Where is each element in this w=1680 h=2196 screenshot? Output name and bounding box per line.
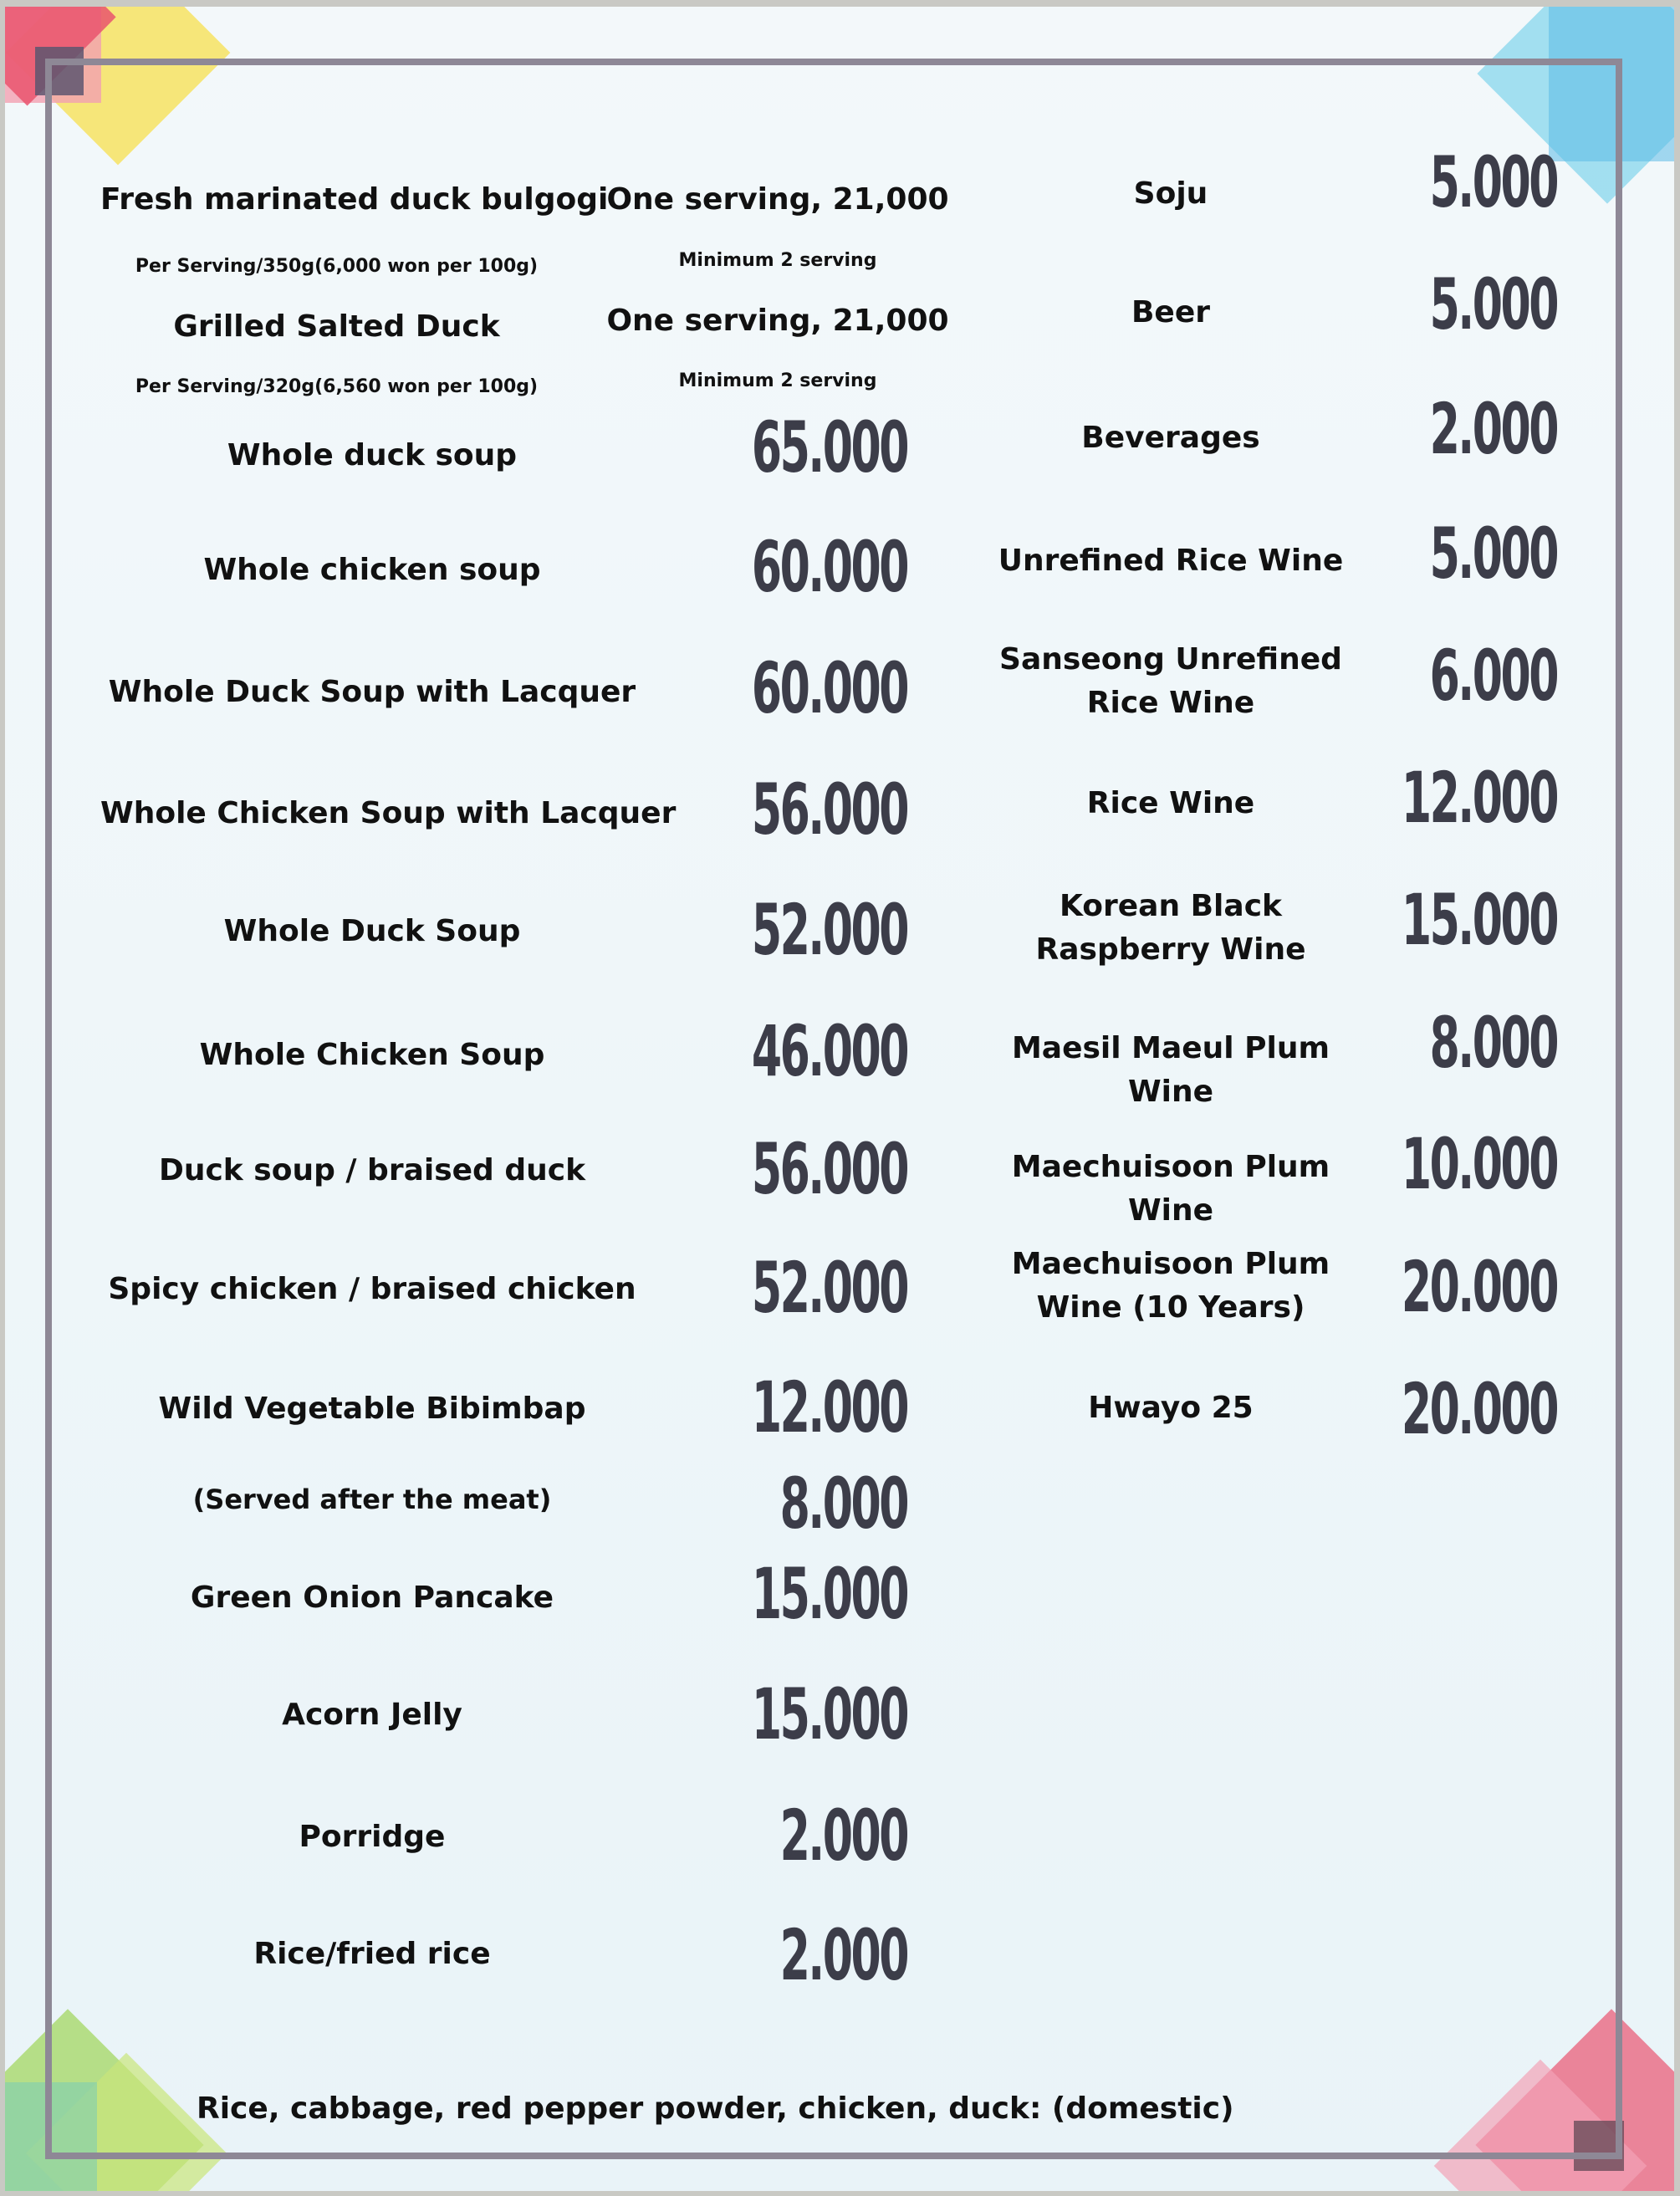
food-item-name: Acorn Jelly [282,1698,462,1732]
food-item-name: Whole Duck Soup with Lacquer [108,675,636,709]
food-item-price: 15.000 [751,1553,907,1635]
drink-item-price: 12.000 [1401,757,1557,839]
food-item-name: Porridge [299,1820,446,1854]
drink-item-price: 6.000 [1429,635,1557,717]
bulgogi-price: One serving, 21,000 [606,182,949,217]
drink-item-name: Sanseong Unrefined Rice Wine [999,642,1342,721]
drink-item-price: 5.000 [1429,263,1557,345]
food-item-name: Whole Chicken Soup with Lacquer [100,796,677,830]
food-item-name: Wild Vegetable Bibimbap [158,1392,586,1426]
food-item-name: Whole Duck Soup [223,914,521,948]
drink-item-price: 10.000 [1401,1123,1557,1205]
grilled-name: Grilled Salted Duck [173,309,500,344]
drink-item-name: Maesil Maeul Plum Wine [1011,1031,1330,1110]
food-item-name: Green Onion Pancake [190,1581,554,1615]
drink-item-price: 5.000 [1429,513,1557,595]
drink-item-price: 2.000 [1429,388,1557,470]
food-item-name: Duck soup / braised duck [158,1153,586,1187]
food-item-price: 8.000 [779,1463,907,1545]
footer-origin-note: Rice, cabbage, red pepper powder, chicken, duck: (domestic) [197,2091,1234,2126]
drink-item-name: Maechuisoon Plum Wine [1011,1150,1330,1228]
grilled-price: One serving, 21,000 [606,304,949,338]
drink-item-price: 5.000 [1429,141,1557,223]
food-item-price: 52.000 [751,889,907,971]
food-item-name: Spicy chicken / braised chicken [108,1272,636,1306]
drink-item-name: Unrefined Rice Wine [998,544,1344,578]
food-item-name: Rice/fried rice [253,1937,491,1971]
drink-item-name: Beer [1131,295,1211,329]
food-item-price: 65.000 [751,406,907,488]
food-item-name: Whole chicken soup [203,553,541,587]
drink-item-price: 20.000 [1401,1246,1557,1328]
food-item-name: Whole Chicken Soup [199,1038,545,1072]
drink-item-name: Rice Wine [1086,786,1255,820]
food-item-name: (Served after the meat) [192,1484,552,1515]
food-item-price: 60.000 [751,526,907,608]
grilled-note: Per Serving/320g(6,560 won per 100g) [135,376,539,397]
food-item-price: 15.000 [751,1673,907,1755]
food-item-name: Whole duck soup [227,438,518,472]
food-item-price: 56.000 [751,769,907,850]
food-item-price: 52.000 [751,1247,907,1329]
drink-item-price: 15.000 [1401,879,1557,961]
drink-item-price: 20.000 [1401,1368,1557,1450]
drink-item-name: Beverages [1081,421,1260,455]
bulgogi-name: Fresh marinated duck bulgogi [100,182,609,217]
food-item-price: 60.000 [751,647,907,729]
drink-item-name: Korean Black Raspberry Wine [1035,889,1306,968]
drink-item-name: Soju [1133,176,1208,211]
grilled-minimum: Minimum 2 serving [678,370,877,391]
food-item-price: 2.000 [779,1914,907,1996]
food-item-price: 2.000 [779,1795,907,1877]
bulgogi-note: Per Serving/350g(6,000 won per 100g) [135,256,539,277]
drink-item-name: Maechuisoon Plum Wine (10 Years) [1011,1247,1330,1325]
bulgogi-minimum: Minimum 2 serving [678,250,877,271]
food-item-price: 56.000 [751,1128,907,1210]
food-item-price: 12.000 [751,1366,907,1448]
food-item-price: 46.000 [751,1010,907,1092]
drink-item-price: 8.000 [1429,1002,1557,1084]
drink-item-name: Hwayo 25 [1088,1391,1254,1425]
